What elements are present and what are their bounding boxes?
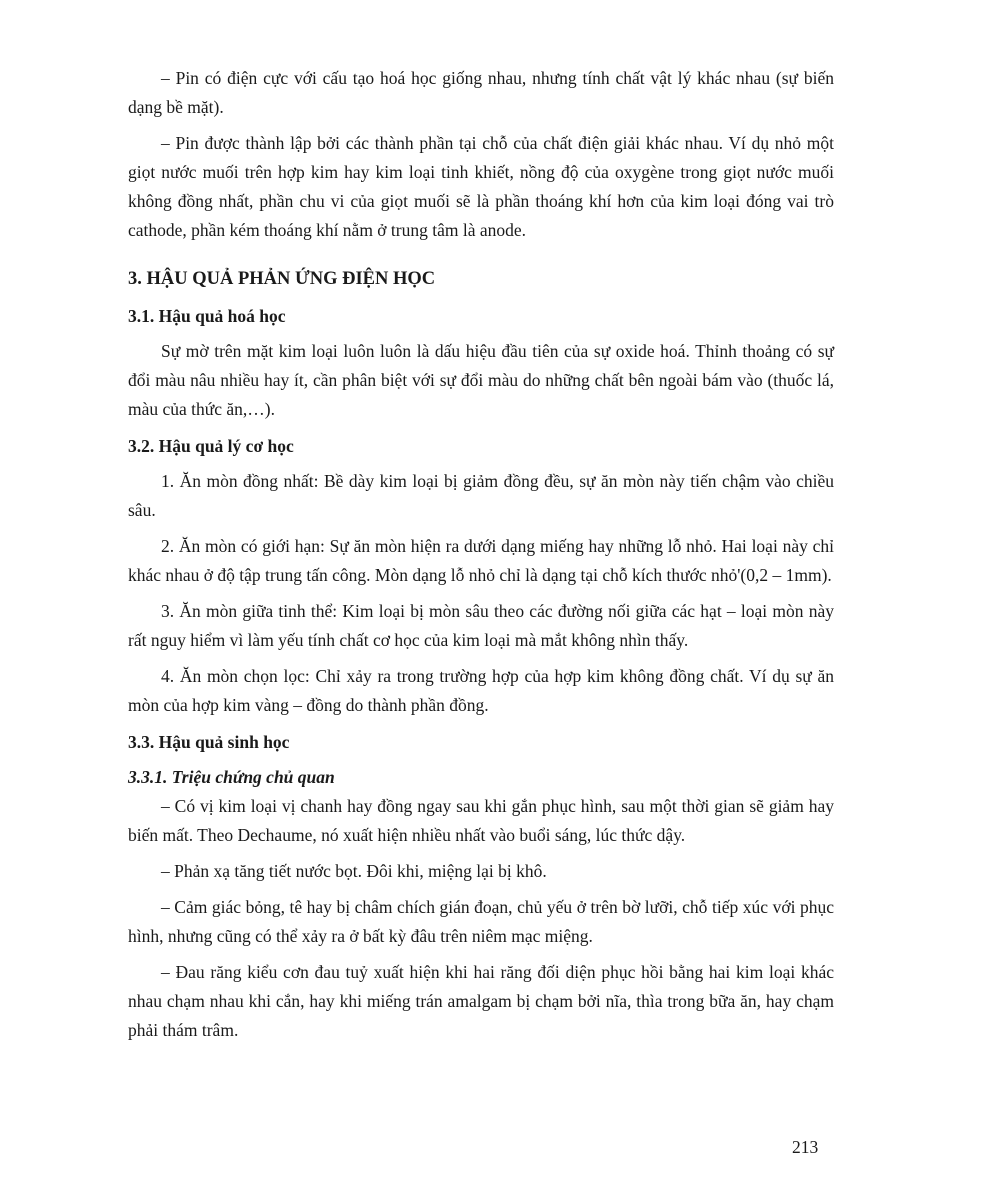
section-3-3-1-paragraph-2: – Phản xạ tăng tiết nước bọt. Đôi khi, miệng lại bị khô.: [161, 861, 547, 881]
page-body: [128, 64, 834, 1052]
page-number: 213: [792, 1137, 819, 1157]
section-3-3-1-paragraph-1: – Có vị kim loại vị chanh hay đồng ngay sau khi gắn phục hình, sau một thời gian sẽ giảm hay biến mất. Theo Dechaume, nó xuất hiện nhiều nhất vào buổi sáng, lúc thức dậy.: [128, 796, 834, 845]
section-3-2-item-2: 2. Ăn mòn có giới hạn: Sự ăn mòn hiện ra dưới dạng miếng hay những lỗ nhỏ. Hai loại này chỉ khác nhau ở độ tập trung tấn công. Mòn dạng lỗ nhỏ chỉ là dạng tại chỗ kích thước nhỏ'(0,2 – 1mm).: [128, 536, 834, 585]
section-3-heading: 3. HẬU QUẢ PHẢN ỨNG ĐIỆN HỌC: [128, 269, 436, 289]
section-3-3-1-paragraph-3: – Cảm giác bỏng, tê hay bị châm chích gián đoạn, chủ yếu ở trên bờ lưỡi, chỗ tiếp xúc với phục hình, nhưng cũng có thể xảy ra ở bất kỳ đâu trên niêm mạc miệng.: [128, 897, 834, 946]
section-3-2-item-1: 1. Ăn mòn đồng nhất: Bề dày kim loại bị giảm đồng đều, sự ăn mòn này tiến chậm vào chiều sâu.: [128, 471, 834, 520]
section-3-2-heading: 3.2. Hậu quả lý cơ học: [128, 436, 294, 456]
section-3-3-1-heading: 3.3.1. Triệu chứng chủ quan: [128, 767, 335, 787]
section-3-2-item-4: 4. Ăn mòn chọn lọc: Chỉ xảy ra trong trường hợp của hợp kim không đồng chất. Ví dụ sự ăn mòn của hợp kim vàng – đồng do thành phần đồng.: [128, 666, 834, 715]
intro-paragraph-2: – Pin được thành lập bởi các thành phần tại chỗ của chất điện giải khác nhau. Ví dụ nhỏ một giọt nước muối trên hợp kim hay kim loại tinh khiết, nồng độ của oxygène trong giọt nước muối không đồng nhất, phần chu vi của giọt muối sẽ là phần thoáng khí hơn của kim loại đóng vai trò cathode, phần kém thoáng khí nằm ở trung tâm là anode.: [128, 133, 834, 240]
section-3-3-heading: 3.3. Hậu quả sinh học: [128, 732, 290, 752]
section-3-2-item-3: 3. Ăn mòn giữa tinh thể: Kim loại bị mòn sâu theo các đường nối giữa các hạt – loại mòn này rất nguy hiểm vì làm yếu tính chất cơ học của kim loại mà mắt không nhìn thấy.: [128, 601, 834, 650]
section-3-1-heading: 3.1. Hậu quả hoá học: [128, 306, 286, 326]
intro-paragraph-1: – Pin có điện cực với cấu tạo hoá học giống nhau, nhưng tính chất vật lý khác nhau (sự biến dạng bề mặt).: [128, 68, 834, 117]
section-3-3-1-paragraph-4: – Đau răng kiểu cơn đau tuỷ xuất hiện khi hai răng đối diện phục hồi bằng hai kim loại khác nhau chạm nhau khi cắn, hay khi miếng trán amalgam bị chạm bởi nĩa, thìa trong bữa ăn, hay chạm phải thám trâm.: [128, 962, 834, 1040]
section-3-1-paragraph: Sự mờ trên mặt kim loại luôn luôn là dấu hiệu đầu tiên của sự oxide hoá. Thỉnh thoảng có sự đổi màu nâu nhiều hay ít, cần phân biệt với sự đổi màu do những chất bên ngoài bám vào (thuốc lá, màu của thức ăn,…).: [128, 341, 834, 419]
